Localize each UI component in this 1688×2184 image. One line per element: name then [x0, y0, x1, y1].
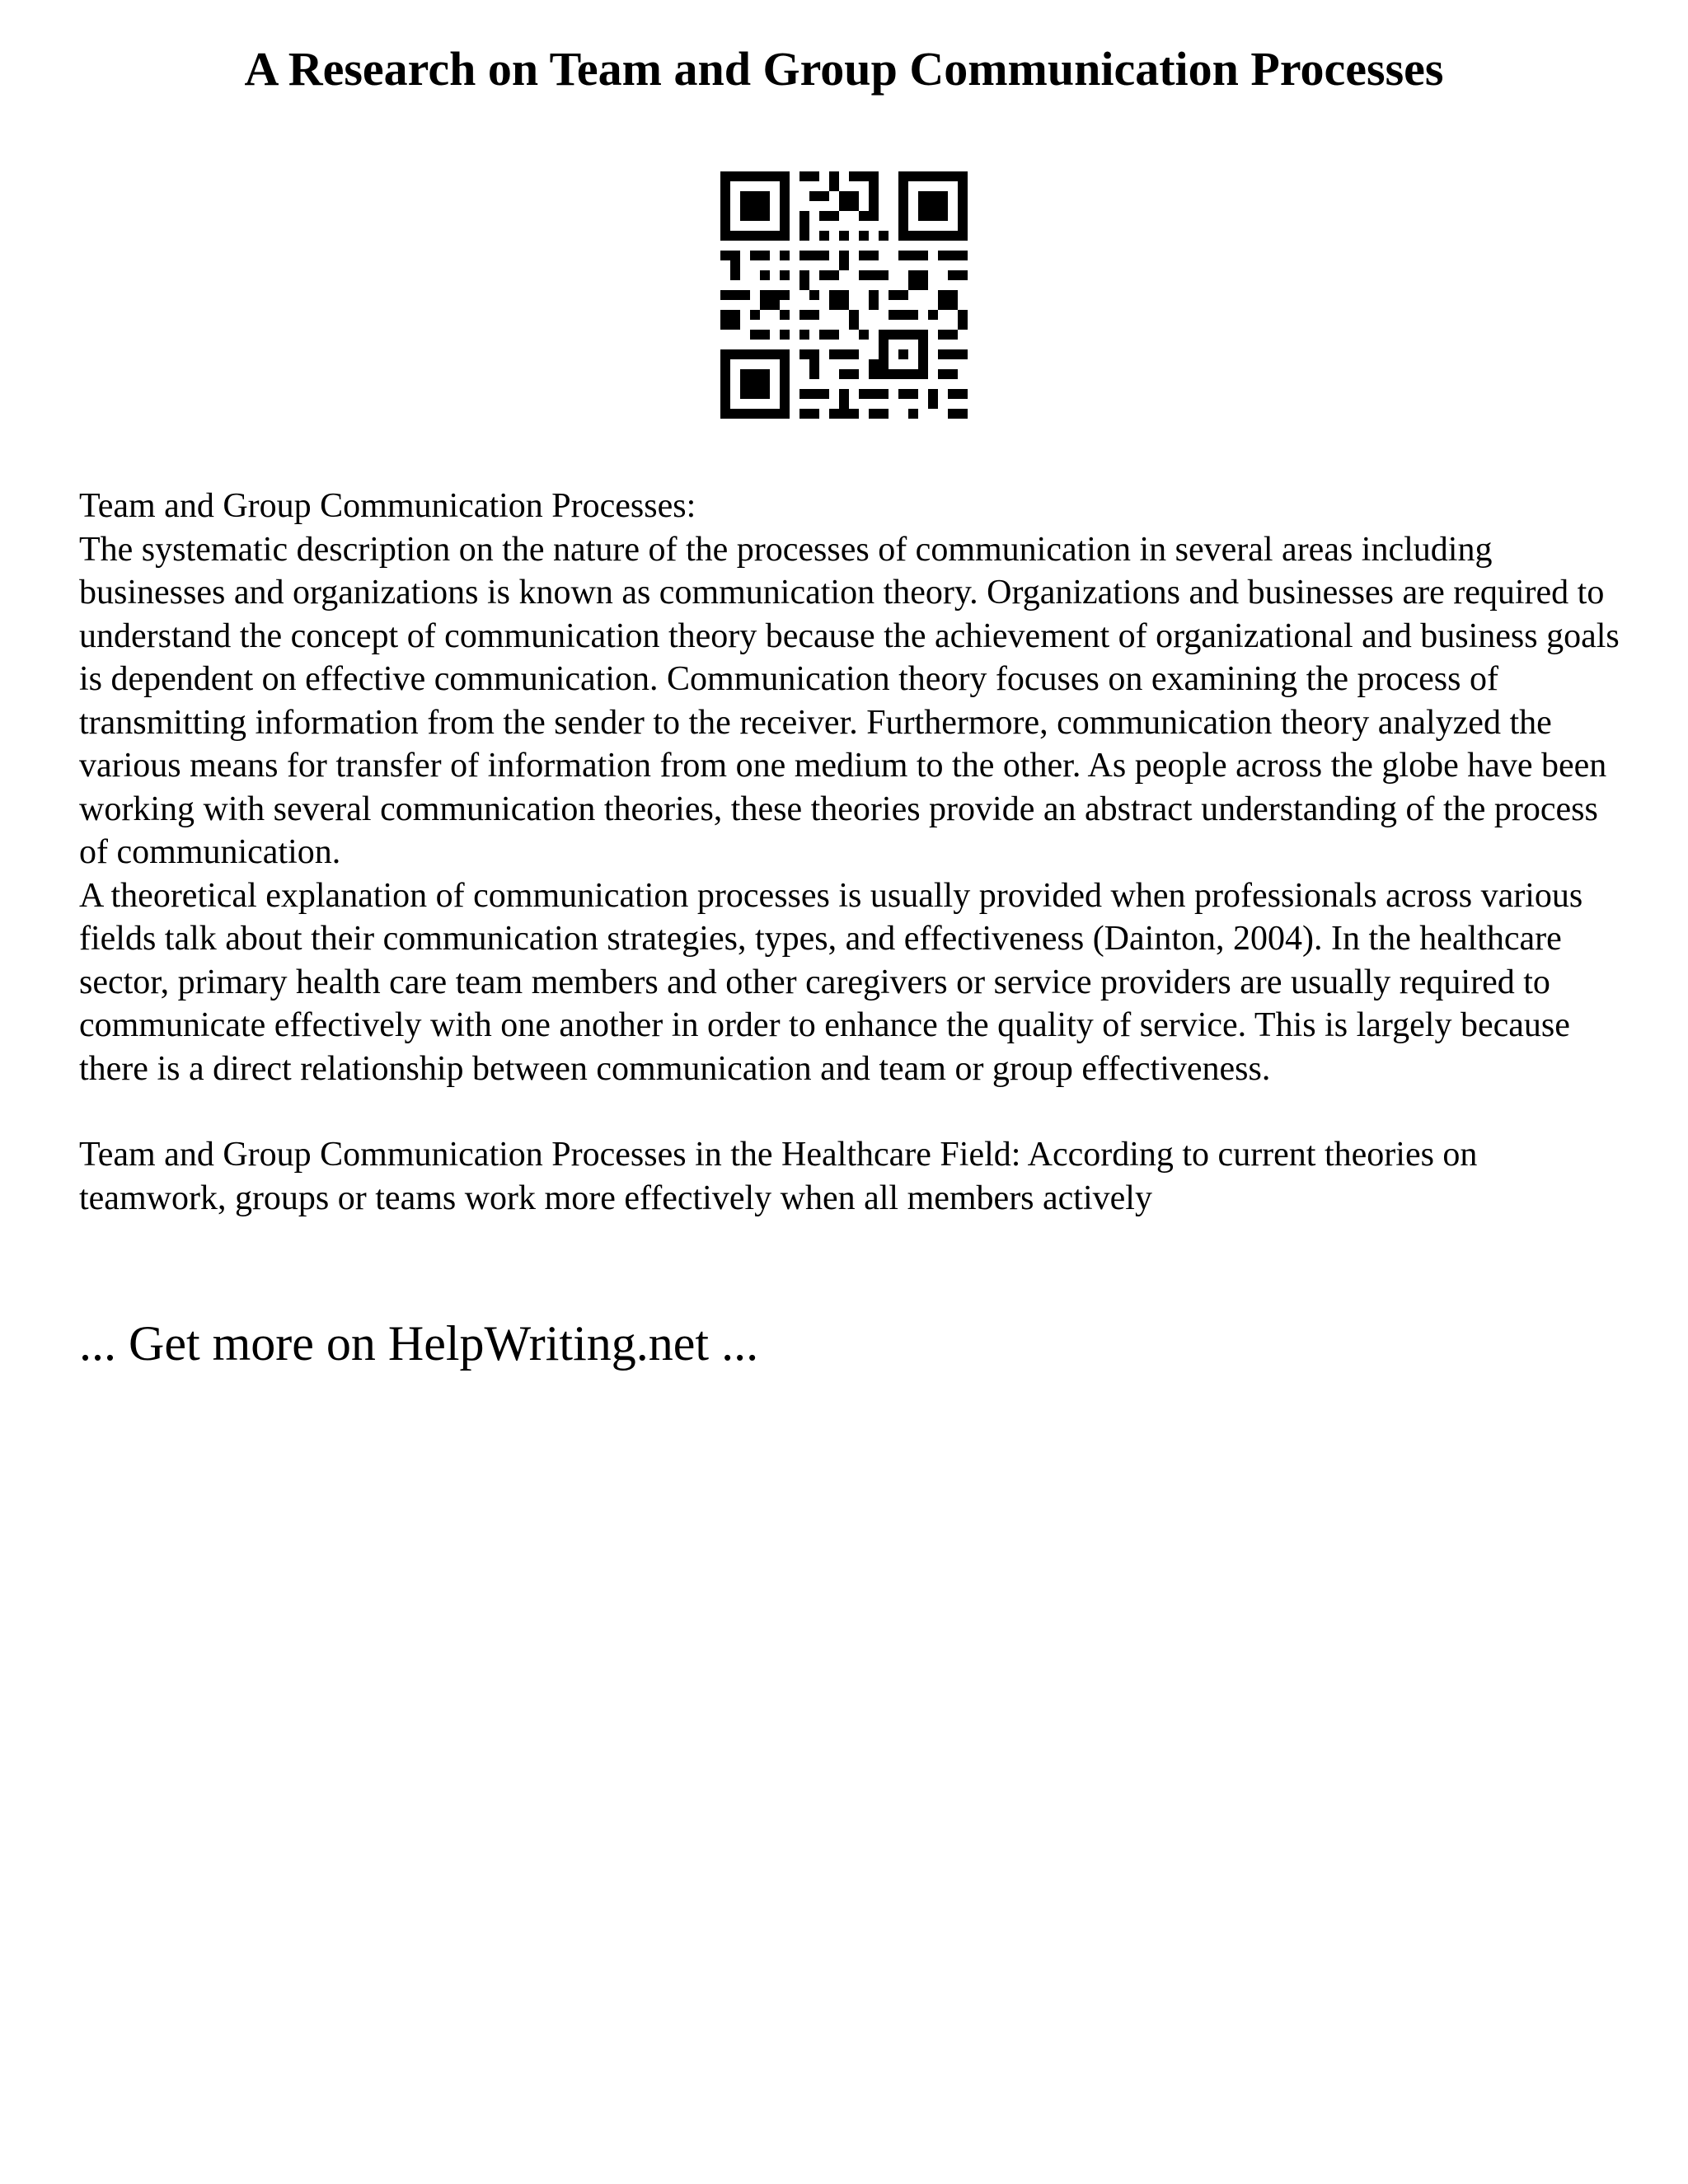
qr-code-icon — [720, 171, 968, 419]
document-title: A Research on Team and Group Communication Processes — [244, 42, 1444, 96]
paragraph-gap — [79, 1090, 1629, 1133]
section-heading: Team and Group Communication Processes: — [79, 487, 696, 525]
body-text — [79, 485, 1629, 1220]
paragraph-healthcare-field: Team and Group Communication Processes in the Healthcare Field: According to current theories on teamwork, groups or teams work more effectively when all members actively — [79, 1136, 1478, 1217]
paragraph-theoretical-explanation: A theoretical explanation of communication processes is usually provided when professionals across various fields talk about their communication strategies, types, and effectiveness (Dainton, 2004). In the healthcare sector, primary health care team members and other caregivers or service providers are usually required to communicate effectively with one another in order to enhance the quality of service. This is largely because there is a direct relationship between communication and team or group effectiveness. — [79, 876, 1583, 1088]
get-more-link[interactable]: ... Get more on HelpWriting.net ... — [79, 1316, 759, 1371]
paragraph-communication-theory: The systematic description on the nature of the processes of communication in several areas including businesses and organizations is known as communication theory. Organizations and businesses are required to understand the concept of communication theory because the achievement of organizational and business goals is dependent on effective communication. Communication theory focuses on examining the process of transmitting information from the sender to the receiver. Furthermore, communication theory analyzed the various means for transfer of information from one medium to the other. As people across the globe have been working with several communication theories, these theories provide an abstract understanding of the process of communication. — [79, 530, 1620, 871]
